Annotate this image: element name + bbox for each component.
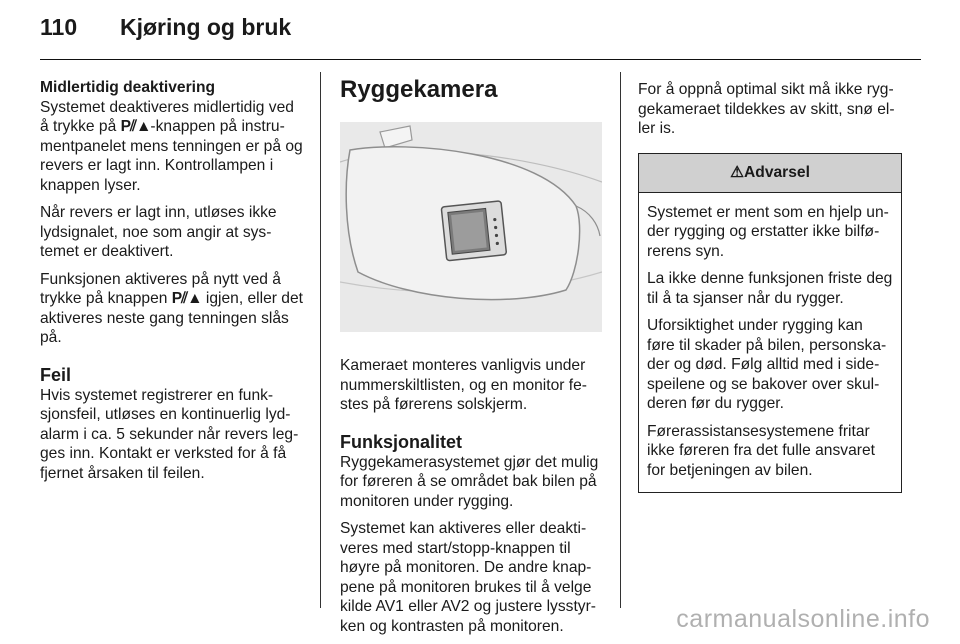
figure-caption: Kameraet monteres vanligvis under nummerskiltlisten, og en monitor fe-stes på førerens solskjerm.	[340, 357, 587, 413]
paragraph: Systemet deaktiveres midlertidig ved å trykke på P⫽▲-knappen på instru-mentpanelet mens tenningen er på og revers er lagt inn. Kontrollampen i knappen lyser.	[40, 98, 303, 194]
warning-title: Advarsel	[744, 163, 810, 181]
right-column	[638, 80, 902, 493]
warning-paragraph: Førerassistansesystemene fritar ikke føreren fra det fulle ansvaret for betjeningen av bilen.	[647, 422, 875, 479]
column-divider-right	[620, 72, 621, 608]
warning-paragraph: Uforsiktighet under rygging kan føre til skader på bilen, personska-der og død. Følg alltid med i side-speilene og se bakover over skul-deren før du rygger.	[647, 317, 887, 412]
warning-triangle-icon: ⚠	[730, 163, 745, 181]
sun-visor-monitor-icon	[340, 122, 602, 332]
warning-header	[639, 154, 901, 193]
section-heading-functionality: Funksjonalitet	[340, 431, 463, 452]
paragraph: Når revers er lagt inn, utløses ikke lydsignalet, noe som angir at sys-temet er deaktivert.	[40, 204, 277, 260]
paragraph: Systemet kan aktiveres eller deakti-veres med start/stopp-knappen til høyre på monitoren. De andre knap-pene på monitoren brukes til å velge kilde AV1 eller AV2 og justere lysstyr-ken og kontrasten på monitoren.	[340, 520, 596, 635]
page-header	[40, 14, 291, 41]
section-heading-rear-camera: Ryggekamera	[340, 76, 498, 103]
watermark: carmanualsonline.info	[676, 605, 930, 633]
warning-paragraph: Systemet er ment som en hjelp un-der rygging og erstatter ikke bilfø-rerens syn.	[647, 203, 889, 260]
column-divider-left	[320, 72, 321, 608]
warning-paragraph: La ikke denne funksjonen friste deg til å ta sjanser når du rygger.	[647, 270, 893, 307]
warning-box	[638, 153, 902, 494]
middle-column	[340, 72, 602, 644]
paragraph: For å oppnå optimal sikt må ikke ryg-gekameraet tildekkes av skitt, snø el-ler is.	[638, 81, 895, 137]
warning-body	[639, 193, 901, 493]
paragraph: Hvis systemet registrerer en funk-sjonsfeil, utløses en kontinuerlig lyd-alarm i ca. 5 sekunder når revers leg-ges inn. Kontakt er verksted for å få fjernet årsaken til feilen.	[40, 386, 299, 482]
paragraph: Funksjonen aktiveres på nytt ved å trykke på knappen P⫽▲ igjen, eller det aktiveres neste gang tenningen slås på.	[40, 270, 303, 346]
sun-visor-monitor-illustration	[340, 122, 602, 332]
left-column	[40, 72, 306, 491]
section-heading-fault: Feil	[40, 364, 72, 385]
page-number: 110	[40, 14, 78, 40]
header-rule	[40, 59, 921, 60]
paragraph: Ryggekamerasystemet gjør det mulig for føreren å se området bak bilen på monitoren under rygging.	[340, 453, 599, 510]
chapter-title: Kjøring og bruk	[120, 14, 292, 40]
section-heading-temporary-deactivation: Midlertidig deaktivering	[40, 79, 216, 96]
park-assist-button-icon: P⫽▲	[120, 118, 151, 135]
park-assist-button-icon: P⫽▲	[171, 290, 202, 307]
